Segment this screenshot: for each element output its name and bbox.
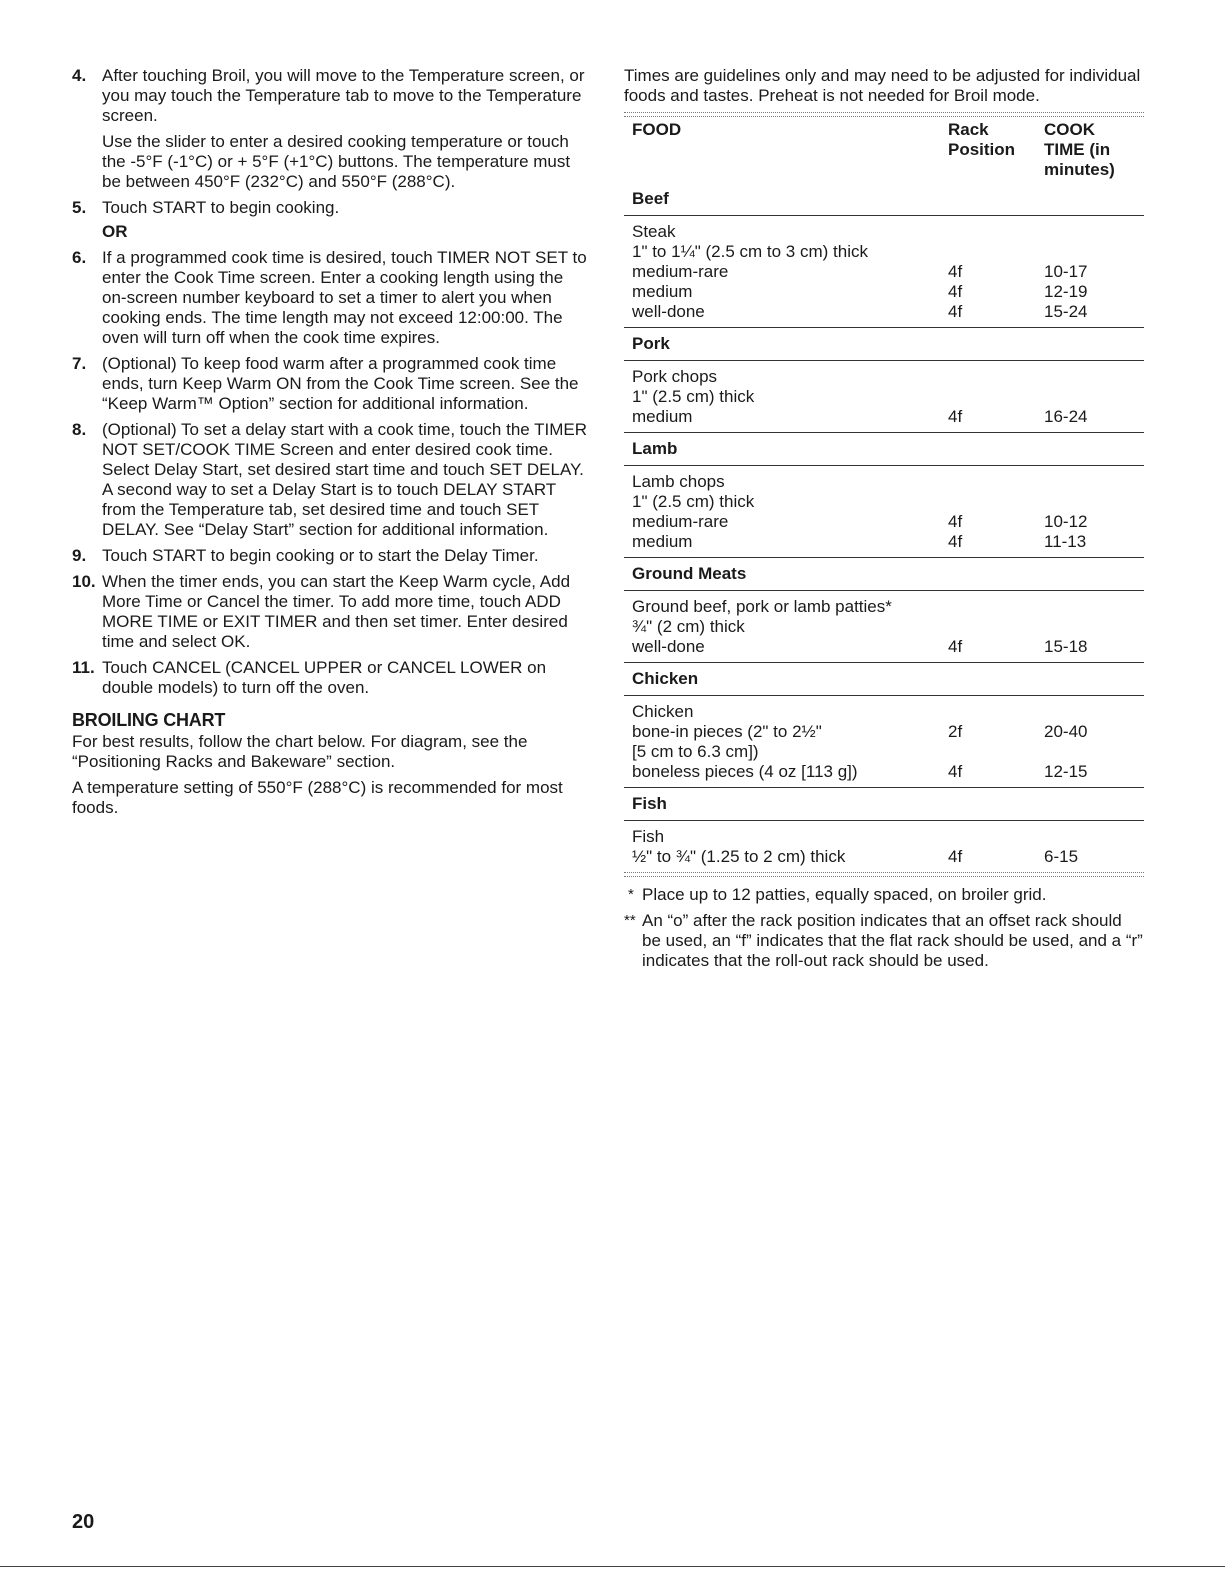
rack-cell (940, 742, 1036, 762)
category-label: Pork (624, 328, 1144, 361)
step-text: Touch CANCEL (CANCEL UPPER or CANCEL LOWER on double models) to turn off the oven. (102, 658, 547, 697)
step-number: 11. (72, 658, 95, 677)
category-label: Ground Meats (624, 558, 1144, 591)
time-cell: 6-15 (1044, 847, 1079, 866)
chart-intro: Times are guidelines only and may need to be adjusted for individual foods and tastes. Preheat is not needed for Broil mode. (624, 66, 1141, 105)
table-row (624, 742, 1144, 762)
rack-cell (940, 696, 1036, 723)
right-column (624, 66, 1144, 977)
step-number: 6. (72, 248, 87, 267)
food-cell: 1" (2.5 cm) thick (632, 492, 755, 511)
table-row (624, 262, 1144, 282)
bottom-rule (0, 1566, 1225, 1567)
rack-cell (940, 361, 1036, 388)
footnote-marker: * (628, 886, 634, 903)
table-row (624, 821, 1144, 848)
step-number: 9. (72, 546, 87, 565)
table-row (624, 696, 1144, 723)
footnote (624, 885, 1144, 905)
time-cell: 20-40 (1044, 722, 1088, 741)
step-text: (Optional) To keep food warm after a programmed cook time ends, turn Keep Warm ON from the Cook Time screen. See the “Keep Warm™ Option” section for additional information. (102, 354, 579, 413)
step-text: Touch START to begin cooking. (102, 198, 340, 217)
time-cell: 10-17 (1044, 262, 1088, 281)
table-row (624, 216, 1144, 243)
rack-cell: 4f (948, 512, 963, 531)
table-row (624, 847, 1144, 872)
food-cell: well-done (632, 302, 705, 321)
food-cell: medium (632, 407, 693, 426)
time-cell (1036, 216, 1144, 243)
food-cell: medium-rare (632, 262, 729, 281)
header-rack: Rack Position (948, 120, 1016, 159)
food-cell: 1" to 1¼" (2.5 cm to 3 cm) thick (632, 242, 868, 261)
rack-cell (940, 821, 1036, 848)
step-9 (72, 546, 592, 566)
table-row (624, 722, 1144, 742)
rack-cell: 2f (948, 722, 963, 741)
category-row (624, 788, 1144, 821)
header-cook-time: COOK TIME (in minutes) (1044, 120, 1115, 179)
category-label: Fish (624, 788, 1144, 821)
table-row (624, 617, 1144, 637)
rack-cell: 4f (948, 262, 963, 281)
step-10 (72, 572, 592, 652)
steps-list-a (72, 66, 592, 218)
section-paragraph: For best results, follow the chart below. For diagram, see the “Positioning Racks and Bakeware” section. (72, 732, 528, 771)
food-cell: Pork chops (632, 367, 718, 386)
rack-cell (940, 492, 1036, 512)
food-cell: 1" (2.5 cm) thick (632, 387, 755, 406)
category-row (624, 328, 1144, 361)
rack-cell (940, 591, 1036, 618)
rack-cell (940, 466, 1036, 493)
step-8 (72, 420, 592, 540)
left-column (72, 66, 592, 824)
category-row (624, 663, 1144, 696)
food-cell: Fish (632, 827, 665, 846)
section-paragraph: A temperature setting of 550°F (288°C) is recommended for most foods. (72, 778, 563, 817)
table-row (624, 512, 1144, 532)
rack-cell: 4f (948, 407, 963, 426)
section-heading: BROILING CHART (72, 710, 226, 730)
step-number: 4. (72, 66, 87, 85)
table-row (624, 492, 1144, 512)
time-cell: 15-18 (1044, 637, 1088, 656)
table-row (624, 302, 1144, 328)
time-cell: 12-15 (1044, 762, 1088, 781)
category-row (624, 433, 1144, 466)
rack-cell (940, 617, 1036, 637)
table-row (624, 762, 1144, 788)
footnote-marker: ** (624, 912, 636, 929)
time-cell (1036, 361, 1144, 388)
rack-cell: 4f (948, 532, 963, 551)
rack-cell (940, 387, 1036, 407)
rack-cell: 4f (948, 847, 963, 866)
time-cell: 15-24 (1044, 302, 1088, 321)
time-cell (1036, 591, 1144, 618)
time-cell (1036, 466, 1144, 493)
time-cell (1036, 242, 1144, 262)
table-row (624, 361, 1144, 388)
category-label: Lamb (624, 433, 1144, 466)
step-text: Touch START to begin cooking or to start the Delay Timer. (102, 546, 539, 565)
time-cell (1036, 617, 1144, 637)
broiling-table (624, 117, 1144, 872)
rack-cell: 4f (948, 282, 963, 301)
table-row (624, 532, 1144, 558)
step-6 (72, 248, 592, 348)
food-cell: Lamb chops (632, 472, 725, 491)
food-cell: Ground beef, pork or lamb patties* (632, 597, 892, 616)
food-cell: ½" to ¾" (1.25 to 2 cm) thick (632, 847, 846, 866)
table-body (624, 183, 1144, 872)
steps-list-b (72, 248, 592, 698)
rack-cell (940, 242, 1036, 262)
time-cell (1036, 742, 1144, 762)
footnotes (624, 885, 1144, 971)
category-label: Chicken (624, 663, 1144, 696)
rack-cell (940, 216, 1036, 243)
table-header-row (624, 117, 1144, 183)
food-cell: bone-in pieces (2" to 2½" (632, 722, 822, 741)
page-number: 20 (72, 1511, 95, 1533)
step-text: When the timer ends, you can start the Keep Warm cycle, Add More Time or Cancel the timer. To add more time, touch ADD MORE TIME or EXIT TIMER and then set timer. Enter desired time and select OK. (102, 572, 571, 651)
footnote-text: An “o” after the rack position indicates that an offset rack should be used, an “f” indicates that the flat rack should be used, and a “r” indicates that the roll-out rack should be used. (642, 911, 1143, 970)
category-row (624, 183, 1144, 216)
step-text: After touching Broil, you will move to the Temperature screen, or you may touch the Temperature tab to move to the Temperature screen. (102, 66, 585, 125)
footnote-text: Place up to 12 patties, equally spaced, on broiler grid. (642, 885, 1047, 904)
food-cell: [5 cm to 6.3 cm]) (632, 742, 759, 761)
food-cell: medium (632, 532, 693, 551)
time-cell: 12-19 (1044, 282, 1088, 301)
time-cell (1036, 492, 1144, 512)
time-cell (1036, 821, 1144, 848)
step-number: 5. (72, 198, 87, 217)
time-cell (1036, 696, 1144, 723)
step-5 (72, 198, 592, 218)
food-cell: medium (632, 282, 693, 301)
food-cell: Chicken (632, 702, 694, 721)
step-text: If a programmed cook time is desired, touch TIMER NOT SET to enter the Cook Time screen. Enter a cooking length using the on-screen number keyboard to set a timer to alert you when cooking ends. The time length may not exceed 12:00:00. The oven will turn off when the cook time expires. (102, 248, 587, 347)
rack-cell: 4f (948, 762, 963, 781)
step-number: 7. (72, 354, 87, 373)
dotted-rule (624, 872, 1144, 877)
step-7 (72, 354, 592, 414)
header-food: FOOD (632, 120, 682, 139)
time-cell: 10-12 (1044, 512, 1088, 531)
time-cell: 11-13 (1044, 532, 1087, 551)
category-label: Beef (624, 183, 1144, 216)
footnote (624, 911, 1144, 971)
or-separator: OR (102, 222, 128, 241)
step-text: (Optional) To set a delay start with a cook time, touch the TIMER NOT SET/COOK TIME Screen and enter desired cook time. Select Delay Start, set desired start time and touch SET DELAY. A second way to set a Delay Start is to touch DELAY START from the Temperature tab, set desired time and touch SET DELAY. See “Delay Start” section for additional information. (102, 420, 588, 539)
step-11 (72, 658, 592, 698)
food-cell: boneless pieces (4 oz [113 g]) (632, 762, 858, 781)
rack-cell: 4f (948, 302, 963, 321)
table-row (624, 591, 1144, 618)
step-4 (72, 66, 592, 192)
food-cell: Steak (632, 222, 676, 241)
food-cell: medium-rare (632, 512, 729, 531)
table-row (624, 637, 1144, 663)
step-number: 8. (72, 420, 87, 439)
table-row (624, 242, 1144, 262)
time-cell (1036, 387, 1144, 407)
table-row (624, 466, 1144, 493)
food-cell: well-done (632, 637, 705, 656)
rack-cell: 4f (948, 637, 963, 656)
food-cell: ¾" (2 cm) thick (632, 617, 745, 636)
step-text: Use the slider to enter a desired cooking temperature or touch the -5°F (-1°C) or + 5°F (+1°C) buttons. The temperature must be between 450°F (232°C) and 550°F (288°C). (102, 132, 571, 191)
table-row (624, 387, 1144, 407)
category-row (624, 558, 1144, 591)
table-row (624, 407, 1144, 433)
time-cell: 16-24 (1044, 407, 1088, 426)
step-number: 10. (72, 572, 96, 591)
table-row (624, 282, 1144, 302)
